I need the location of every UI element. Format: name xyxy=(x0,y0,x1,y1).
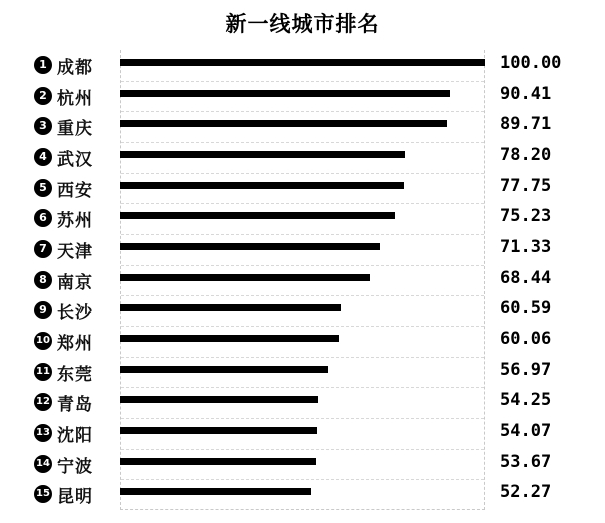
bar-row xyxy=(0,265,605,295)
value-label: 90.41 xyxy=(500,83,552,104)
category-label: 武汉 xyxy=(57,150,93,170)
category-label: 长沙 xyxy=(57,303,93,324)
bar-row xyxy=(0,111,605,141)
category-label: 郑州 xyxy=(57,334,93,354)
value-label: 75.23 xyxy=(500,206,552,227)
value-label: 60.59 xyxy=(500,298,552,319)
rank-badge: 5 xyxy=(34,179,52,197)
bar xyxy=(120,366,328,373)
value-label: 68.44 xyxy=(500,267,552,288)
bar xyxy=(120,304,341,311)
bar-row xyxy=(0,142,605,172)
category-label: 天津 xyxy=(57,242,93,262)
bar xyxy=(120,151,405,158)
category-label: 昆明 xyxy=(57,487,93,508)
rank-badge: 11 xyxy=(34,363,52,381)
rank-badge: 4 xyxy=(34,148,52,166)
rank-badge: 1 xyxy=(34,56,52,74)
value-label: 60.06 xyxy=(500,329,552,349)
rank-badge: 3 xyxy=(34,117,52,135)
category-label: 南京 xyxy=(57,272,93,293)
rank-badge: 7 xyxy=(34,240,52,258)
value-label: 53.67 xyxy=(500,451,552,472)
bar-row xyxy=(0,357,605,387)
value-label: 100.00 xyxy=(500,53,562,73)
rank-badge: 9 xyxy=(34,301,52,319)
value-label: 54.07 xyxy=(500,421,552,441)
rank-badge: 14 xyxy=(34,455,52,473)
bar-row xyxy=(0,326,605,356)
value-label: 54.25 xyxy=(500,390,552,411)
bar-row xyxy=(0,387,605,417)
value-label: 56.97 xyxy=(500,359,552,380)
value-label: 77.75 xyxy=(500,175,552,196)
rank-badge: 13 xyxy=(34,424,52,442)
bar-row xyxy=(0,234,605,264)
bar-row xyxy=(0,449,605,479)
category-label: 苏州 xyxy=(57,211,93,232)
bar-row xyxy=(0,50,605,80)
bar xyxy=(120,90,450,97)
value-label: 78.20 xyxy=(500,145,552,165)
category-label: 宁波 xyxy=(57,456,93,477)
bar-row xyxy=(0,81,605,111)
value-label: 89.71 xyxy=(500,114,552,135)
bar xyxy=(120,488,311,495)
bar xyxy=(120,182,404,189)
bar-row xyxy=(0,295,605,325)
bar-row xyxy=(0,173,605,203)
rank-badge: 10 xyxy=(34,332,52,350)
bar xyxy=(120,59,485,66)
value-label: 52.27 xyxy=(500,482,552,503)
category-label: 重庆 xyxy=(57,119,93,140)
rank-badge: 15 xyxy=(34,485,52,503)
bar-row xyxy=(0,203,605,233)
category-label: 沈阳 xyxy=(57,426,93,446)
category-label: 西安 xyxy=(57,180,93,201)
bar xyxy=(120,120,447,127)
bar-row xyxy=(0,479,605,509)
bar xyxy=(120,335,339,342)
bar xyxy=(120,243,380,250)
rank-badge: 8 xyxy=(34,271,52,289)
rank-badge: 12 xyxy=(34,393,52,411)
bar xyxy=(120,458,316,465)
rank-badge: 6 xyxy=(34,209,52,227)
value-label: 71.33 xyxy=(500,237,552,257)
bar xyxy=(120,212,395,219)
bar-row xyxy=(0,418,605,448)
bar xyxy=(120,396,318,403)
category-label: 杭州 xyxy=(57,88,93,109)
category-label: 青岛 xyxy=(57,395,93,416)
bar xyxy=(120,427,317,434)
bar xyxy=(120,274,370,281)
category-label: 东莞 xyxy=(57,364,93,385)
rank-badge: 2 xyxy=(34,87,52,105)
category-label: 成都 xyxy=(57,58,93,78)
chart-title: 新一线城市排名 xyxy=(225,12,380,36)
